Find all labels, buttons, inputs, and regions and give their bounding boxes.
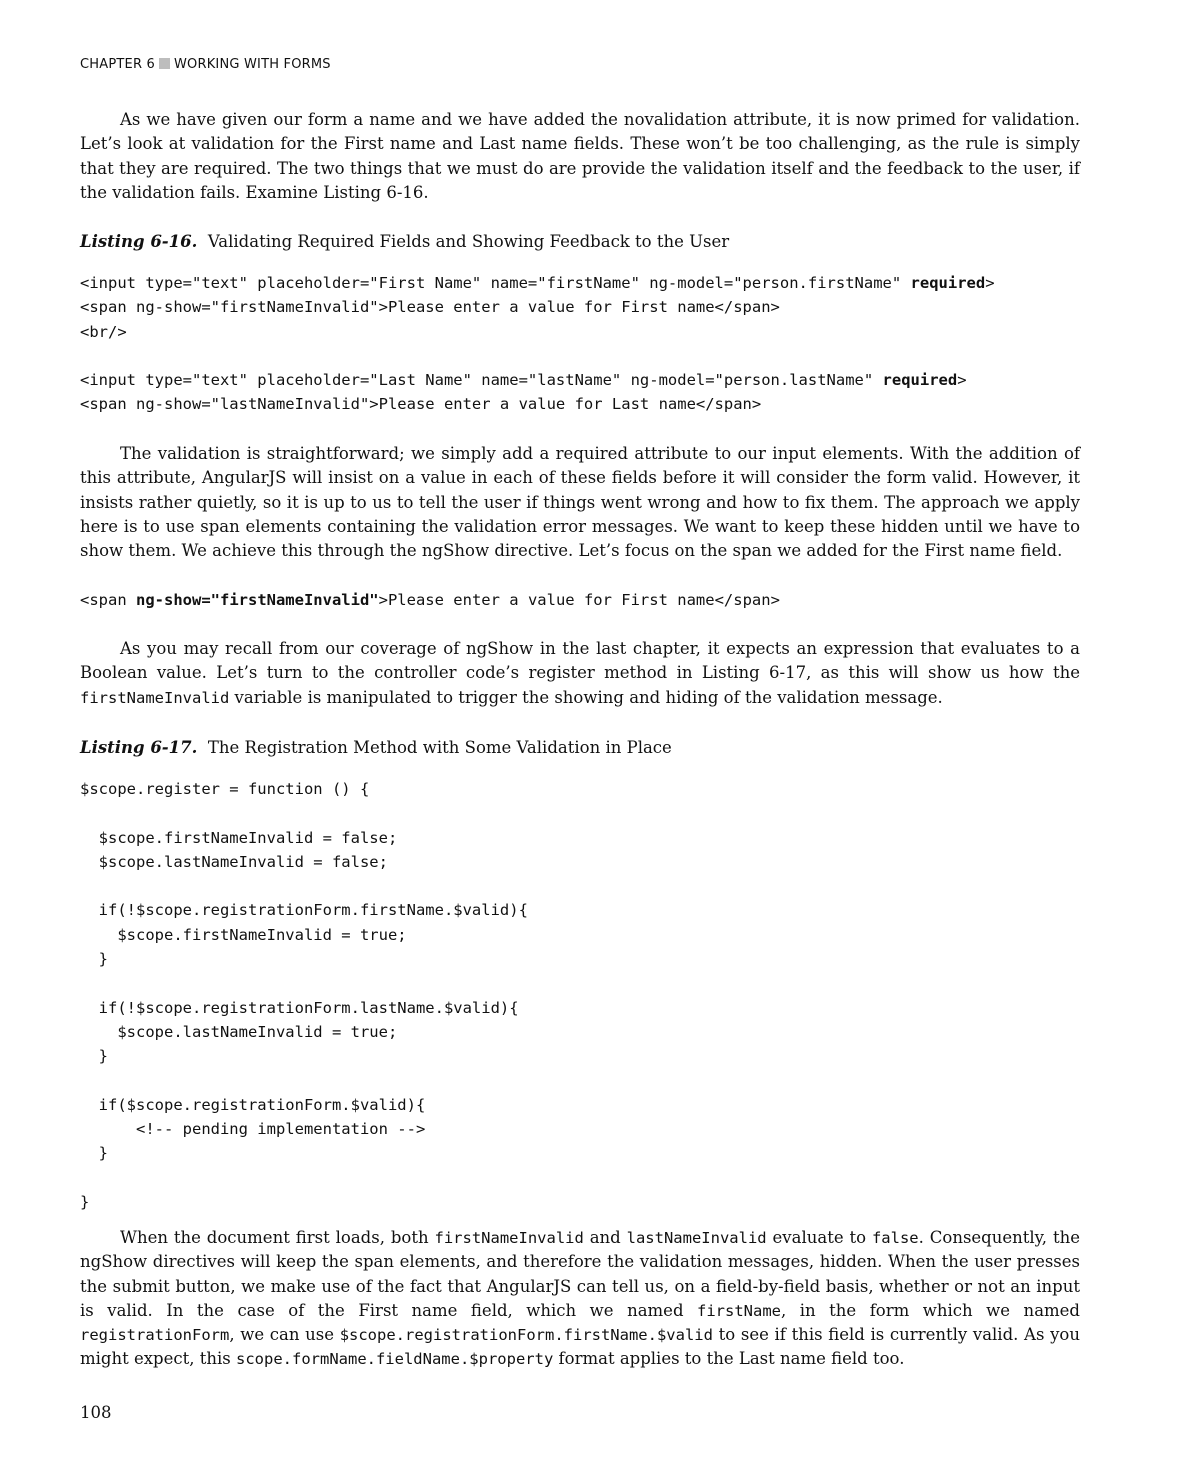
paragraph-text: As we have given our form a name and we have added the novalidation attribute, it is now primed for validation. Let’s look at validation for the First name and Last name fields. These won’t be too challenging, as the rule is simply that they are required. The two things that we must do are provide the validation itself and the feedback to the user, if the validation fails. Examine Listing 6-16. — [80, 110, 1080, 202]
running-header — [80, 57, 331, 72]
paragraph-text — [80, 637, 1080, 710]
listing-6-17-caption — [80, 738, 1080, 757]
text-run: As you may recall from our coverage of ngShow in the last chapter, it expects an expression that evaluates to a Boolean value. Let’s turn to the controller code’s register method in Listing 6-17, as this will show us how the — [80, 639, 1080, 683]
code-bold: ng-show="firstNameInvalid" — [136, 591, 379, 609]
inline-code: false — [871, 1229, 919, 1247]
text-run: and — [583, 1228, 627, 1247]
code-line: > — [957, 371, 967, 390]
code-line: <span ng-show="lastNameInvalid">Please enter a value for Last name</span> — [80, 395, 762, 414]
paragraph-text: The validation is straightforward; we simply add a required attribute to our input elements. With the addition of this attribute, AngularJS will insist on a value in each of these fields before it will consider the form valid. However, it insists rather quietly, so it is up to us to tell the user if things went wrong and how to fix them. The approach we apply here is to use span elements containing the validation error messages. We want to keep these hidden until we have to show them. We achieve this through the ngShow directive. Let’s focus on the span we added for the First name field. — [80, 444, 1080, 561]
separator-square-icon — [159, 58, 170, 69]
listing-6-16-caption — [80, 232, 1080, 251]
paragraph-validation — [80, 442, 1080, 563]
code-bold: required — [882, 371, 958, 390]
code-bold: required — [910, 274, 986, 292]
inline-code: firstNameInvalid — [80, 688, 230, 707]
code-line: > — [985, 274, 995, 292]
inline-code: scope.formName.fieldName.$property — [236, 1350, 554, 1369]
inline-code: lastNameInvalid — [626, 1229, 767, 1247]
listing-6-16-code — [80, 271, 1080, 417]
listing-label: Listing 6-17. — [80, 738, 198, 757]
text-run: variable is manipulated to trigger the showing and hiding of the validation message. — [229, 687, 943, 707]
paragraph-intro — [80, 108, 1080, 205]
text-run: , we can use — [229, 1325, 340, 1345]
code-line: <span — [80, 591, 136, 609]
code-line: >Please enter a value for First name</span> — [378, 591, 780, 609]
text-run: When the document first loads, both — [120, 1228, 435, 1247]
text-run: format applies to the Last name field too. — [553, 1349, 905, 1369]
inline-code: registrationForm — [80, 1326, 230, 1345]
listing-title: Validating Required Fields and Showing Feedback to the User — [207, 232, 730, 251]
text-run: , in the form which we named — [781, 1300, 1080, 1320]
listing-6-17-code: $scope.register = function () { $scope.firstNameInvalid = false; $scope.lastNameInvalid = false; if(!$scope.registrationForm.firstName.$valid){ $scope.firstNameInvalid = true; } if(!$scope.registrationForm.lastName.$valid){ $scope.lastNameInvalid = true; } if($scope.registrationForm.$valid){ <!-- pending implementation --> } } — [80, 780, 528, 1212]
listing-title: The Registration Method with Some Validation in Place — [207, 738, 672, 757]
chapter-label: CHAPTER 6 — [80, 57, 155, 72]
text-run: evaluate to — [766, 1228, 872, 1247]
text-run: . Consequently, the ngShow directives will keep the span elements, and therefore the validation messages, hidden. When the user presses the submit button, we make use of the fact that AngularJS can tell us, on a field-by-field basis, whether or not an input is valid. In the case of the First name field, which we named — [80, 1228, 1080, 1320]
code-line: <span ng-show="firstNameInvalid">Please enter a value for First name</span> — [80, 298, 780, 317]
code-line: <br/> — [80, 322, 127, 341]
code-line: <input type="text" placeholder="Last Name" name="lastName" ng-model="person.lastName" — [80, 371, 883, 390]
listing-label: Listing 6-16. — [80, 232, 198, 251]
inline-code: $scope.registrationForm.firstName.$valid — [339, 1326, 713, 1345]
code-line: <input type="text" placeholder="First Name" name="firstName" ng-model="person.firstName" — [80, 274, 911, 292]
paragraph-ngshow — [80, 637, 1080, 710]
inline-code: firstName — [697, 1301, 782, 1320]
span-snippet — [80, 588, 1080, 612]
text-run: to see if this field is currently valid. As you might expect, this — [80, 1325, 1080, 1369]
chapter-title: WORKING WITH FORMS — [173, 57, 331, 72]
paragraph-text — [80, 1226, 1080, 1372]
page-number: 108 — [80, 1403, 112, 1422]
paragraph-explanation — [80, 1226, 1080, 1372]
inline-code: firstNameInvalid — [434, 1229, 584, 1247]
